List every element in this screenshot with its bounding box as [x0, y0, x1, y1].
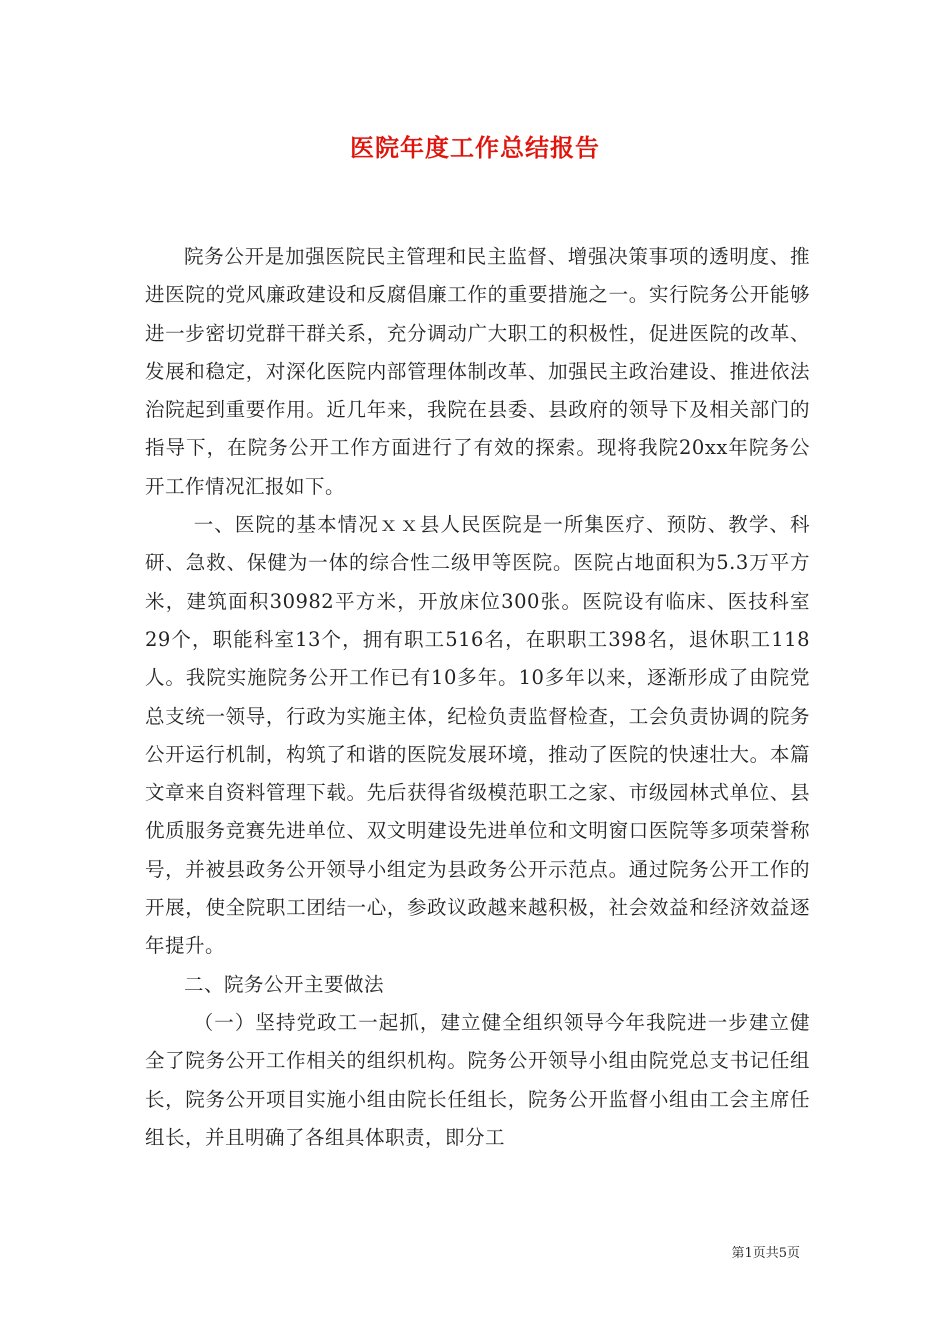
document-title: 医院年度工作总结报告 — [350, 133, 600, 162]
page-number: 第1页共5页 — [731, 1246, 800, 1261]
paragraph-intro: 院务公开是加强医院民主管理和民主监督、增强决策事项的透明度、推进医院的党风廉政建设和反腐倡廉工作的重要措施之一。实行院务公开能够进一步密切党群干群关系，充分调动广大职工的积极性，促进医院的改革、发展和稳定，对深化医院内部管理体制改革、加强民主政治建设、推进依法治院起到重要作用。近几年来，我院在县委、县政府的领导下及相关部门的指导下，在院务公开工作方面进行了有效的探索。现将我院20xx年院务公开工作情况汇报如下。 — [145, 245, 810, 498]
document-body — [145, 238, 810, 1157]
paragraph-organization: （一）坚持党政工一起抓，建立健全组织领导今年我院进一步建立健全了院务公开工作相关的组织机构。院务公开领导小组由院党总支书记任组长，院务公开项目实施小组由院长任组长，院务公开监督小组由工会主席任组长，并且明确了各组具体职责，即分工 — [145, 1010, 810, 1149]
section-heading-main-practices: 二、院务公开主要做法 — [184, 972, 385, 996]
paragraph-basic-info: 一、医院的基本情况ｘｘ县人民医院是一所集医疗、预防、教学、科研、急救、保健为一体的综合性二级甲等医院。医院占地面积为5.3万平方米，建筑面积30982平方米，开放床位300张。医院设有临床、医技科室29个，职能科室13个，拥有职工516名，在职职工398名，退休职工118人。我院实施院务公开工作已有10多年。10多年以来，逐渐形成了由院党总支统一领导，行政为实施主体，纪检负责监督检查，工会负责协调的院务公开运行机制，构筑了和谐的医院发展环境，推动了医院的快速壮大。本篇文章来自资料管理下载。先后获得省级模范职工之家、市级园林式单位、县优质服务竞赛先进单位、双文明建设先进单位和文明窗口医院等多项荣誉称号，并被县政务公开领导小组定为县政务公开示范点。通过院务公开工作的开展，使全院职工团结一心，参政议政越来越积极，社会效益和经济效益逐年提升。 — [145, 513, 810, 958]
